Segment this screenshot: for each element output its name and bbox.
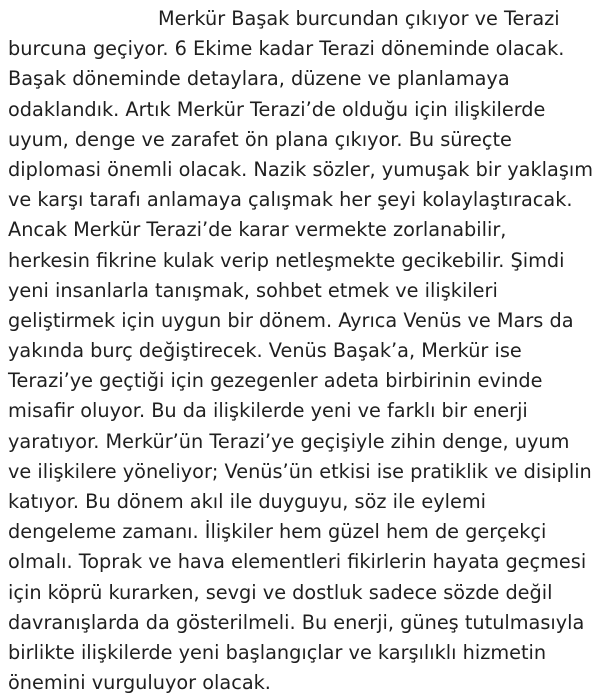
text-line: olmalı. Toprak ve hava elementleri fikirlerin hayata geçmesi bbox=[8, 550, 587, 574]
text-line: uyum, denge ve zarafet ön plana çıkıyor. Bu süreçte bbox=[8, 127, 512, 151]
text-line: burcuna geçiyor. 6 Ekime kadar Terazi döneminde olacak. bbox=[8, 37, 565, 61]
text-line: katıyor. Bu dönem akıl ile duyguyu, söz ile eylemi bbox=[8, 490, 486, 513]
text-line: odaklandık. Artık Merkür Terazi’de olduğu için ilişkilerde bbox=[8, 97, 546, 121]
text-line: diplomasi önemli olacak. Nazik sözler, yumuşak bir yaklaşım bbox=[8, 157, 593, 181]
text-line: ve ilişkilere yöneliyor; Venüs’ün etkisi ise pratiklik ve disiplin bbox=[8, 459, 592, 483]
text-line: misafir oluyor. Bu da ilişkilerde yeni ve farklı bir enerji bbox=[8, 399, 528, 423]
text-line: birlikte ilişkilerde yeni başlangıçlar ve karşılıklı hizmetin bbox=[8, 640, 547, 664]
text-line: herkesin fikrine kulak verip netleşmekte gecikebilir. Şimdi bbox=[8, 248, 565, 272]
text-line: önemini vurguluyor olacak. bbox=[8, 671, 271, 695]
text-line: ve karşı tarafı anlamaya çalışmak her şeyi kolaylaştıracak. bbox=[8, 188, 573, 212]
text-line: Merkür Başak burcundan çıkıyor ve Terazi bbox=[158, 7, 560, 30]
text-line: davranışlarda da gösterilmeli. Bu enerji, güneş tutulmasıyla bbox=[8, 610, 585, 634]
text-line: Ancak Merkür Terazi’de karar vermekte zorlanabilir, bbox=[8, 218, 507, 242]
text-line: dengeleme zamanı. İlişkiler hem güzel hem de gerçekçi bbox=[8, 520, 547, 544]
text-line: yeni insanlarla tanışmak, sohbet etmek ve ilişkileri bbox=[8, 278, 498, 302]
text-line: yaratıyor. Merkür’ün Terazi’ye geçişiyle zihin denge, uyum bbox=[8, 429, 570, 453]
text-line: Başak döneminde detaylara, düzene ve planlamaya bbox=[8, 67, 510, 91]
text-line: yakında burç değiştirecek. Venüs Başak’a, Merkür ise bbox=[8, 339, 522, 363]
article-text bbox=[8, 4, 598, 698]
text-line: Terazi’ye geçtiği için gezegenler adeta birbirinin evinde bbox=[8, 369, 543, 393]
text-line: geliştirmek için uygun bir dönem. Ayrıca Venüs ve Mars da bbox=[8, 308, 574, 332]
text-line: için köprü kurarken, sevgi ve dostluk sadece sözde değil bbox=[8, 580, 553, 604]
